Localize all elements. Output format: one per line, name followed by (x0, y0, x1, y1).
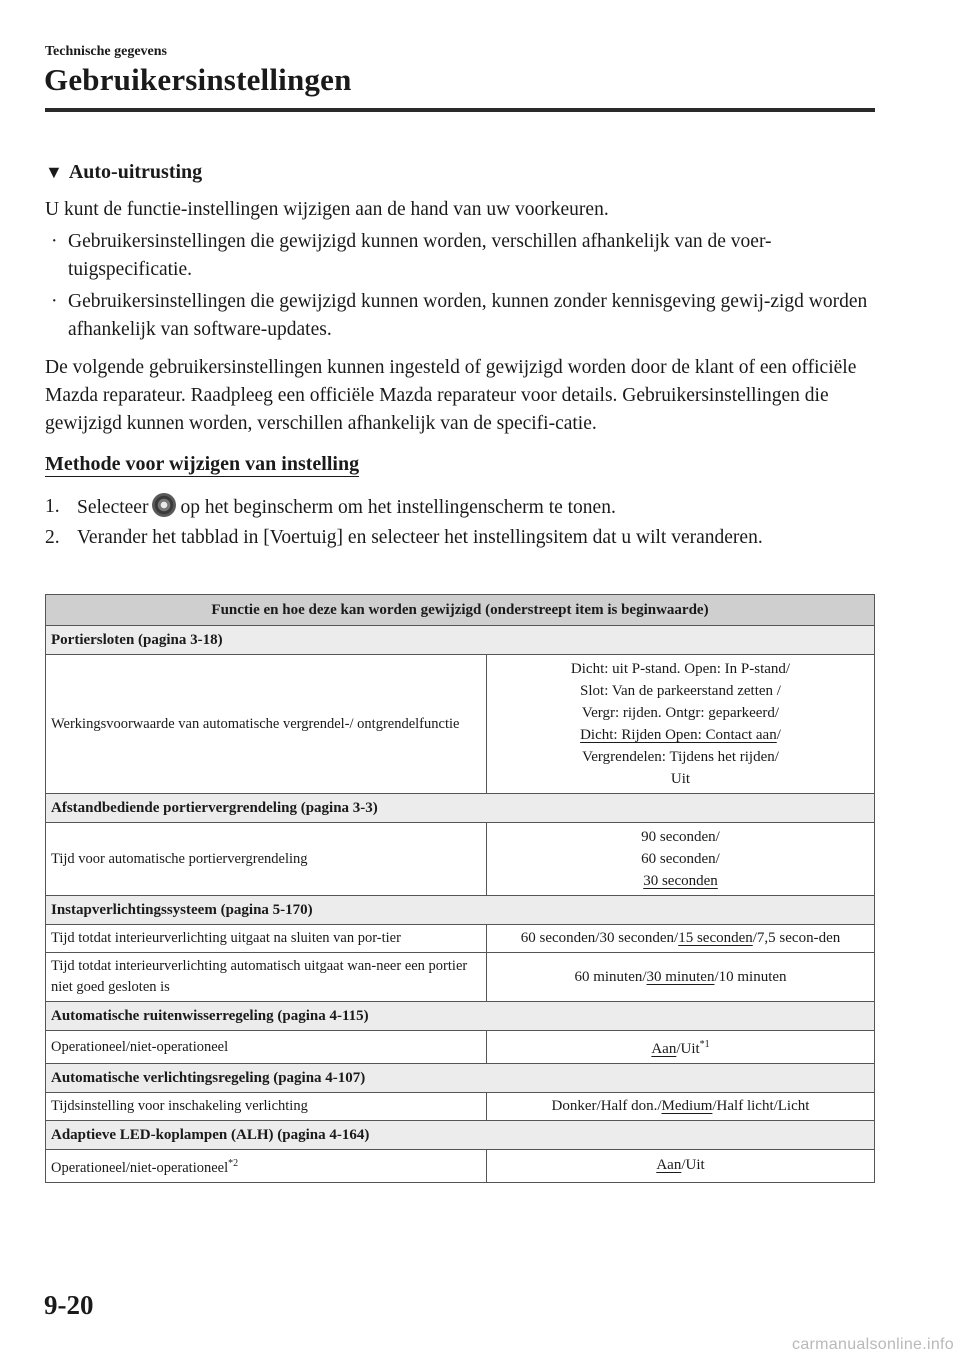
sub-heading-text: Auto-uitrusting (68, 161, 203, 183)
setting-values (487, 823, 875, 896)
setting-values (487, 925, 875, 953)
step-list (45, 493, 875, 552)
default-value: Aan (651, 1041, 677, 1057)
default-value: Medium (661, 1098, 713, 1114)
main-content (45, 158, 875, 554)
bullet-list (45, 228, 875, 344)
settings-table (45, 594, 875, 1183)
setting-value-part: 60 minuten/ (574, 968, 647, 985)
bullet-dot-icon: · (51, 231, 58, 252)
table-row (46, 1031, 875, 1064)
setting-values (487, 1150, 875, 1183)
default-value: 15 seconden (678, 930, 753, 946)
triangle-down-icon: ▼ (45, 162, 63, 182)
body-paragraph: De volgende gebruikersinstellingen kunnen ingesteld of gewijzigd worden door de klant of een officiële Mazda reparateur. Raadpleeg een officiële Mazda reparateur voor details. Gebruikersinstellingen die gewijzigd kunnen worden, verschillen afhankelijk van de specifi-catie. (45, 357, 857, 434)
page-number: 9-20 (44, 1290, 94, 1320)
table-row (46, 1093, 875, 1121)
section-label: Technische gegevens (45, 44, 167, 59)
table-row (46, 1150, 875, 1183)
setting-value-line: Slot: Van de parkeerstand zetten / (580, 683, 781, 699)
default-value: 30 seconden (643, 873, 718, 889)
footnote-marker: *2 (228, 1158, 239, 1169)
table-section-title: Automatische ruitenwisserregeling (pagina 4-115) (46, 1002, 875, 1031)
step-number: 2. (45, 527, 60, 548)
table-section-title: Adaptieve LED-koplampen (ALH) (pagina 4-164) (46, 1121, 875, 1150)
method-heading: Methode voor wijzigen van instelling (45, 453, 360, 475)
table-section-title: Automatische verlichtingsregeling (pagina 4-107) (46, 1064, 875, 1093)
setting-description: Tijd totdat interieurverlichting uitgaat na sluiten van por-tier (46, 925, 487, 953)
step-item (45, 524, 875, 552)
sub-heading (45, 158, 875, 186)
setting-value-line: Vergrendelen: Tijdens het rijden/ (582, 749, 779, 765)
table-row (46, 655, 875, 794)
setting-description: Tijd voor automatische portiervergrendeling (46, 823, 487, 896)
table-section-title: Instapverlichtingssysteem (pagina 5-170) (46, 896, 875, 925)
setting-value-line: Vergr: rijden. Ontgr: geparkeerd/ (581, 705, 780, 721)
bullet-text: Gebruikersinstellingen die gewijzigd kunnen worden, kunnen zonder kennisgeving gewij-zigd worden afhankelijk van software-updates. (68, 291, 868, 340)
setting-value-line: Dicht: uit P-stand. Open: In P-stand/ (570, 661, 791, 677)
setting-value-line: 60 seconden/ (641, 851, 720, 867)
step-text: Verander het tabblad in [Voertuig] en selecteer het instellingsitem dat u wilt veranderen. (77, 527, 763, 548)
intro-text: U kunt de functie-instellingen wijzigen aan de hand van uw voorkeuren. (45, 199, 609, 220)
table-row (46, 953, 875, 1002)
setting-values (487, 953, 875, 1002)
page-title: Gebruikersinstellingen (44, 62, 352, 97)
default-value: Aan (656, 1157, 682, 1174)
setting-values (487, 655, 875, 794)
default-value: Dicht: Rijden Open: Contact aan (580, 727, 777, 743)
setting-value-part: Donker/Half don./ (551, 1098, 662, 1114)
bullet-item (45, 288, 875, 344)
setting-value-part: / (776, 727, 781, 743)
bullet-dot-icon: · (51, 291, 58, 312)
table-section-title: Portiersloten (pagina 3-18) (46, 626, 875, 655)
setting-value-part: /7,5 secon-den (752, 930, 841, 946)
step-text-after: op het beginscherm om het instellingenscherm te tonen. (180, 497, 616, 518)
setting-value-line: Uit (670, 771, 691, 787)
step-number: 1. (45, 496, 60, 517)
setting-description (46, 1150, 487, 1183)
setting-description-text: Operationeel/niet-operationeel (51, 1159, 229, 1176)
setting-values (487, 1031, 875, 1064)
table-row (46, 823, 875, 896)
setting-description: Tijd totdat interieurverlichting automatisch uitgaat wan-neer een portier niet goed gesloten is (46, 953, 487, 1002)
setting-value-part: /Half licht/Licht (712, 1098, 810, 1114)
default-value: 30 minuten (646, 968, 715, 985)
step-text-before: Selecteer (77, 497, 149, 518)
footnote-marker: *1 (699, 1039, 710, 1050)
bullet-item (45, 228, 875, 284)
setting-value-line: 90 seconden/ (641, 829, 720, 845)
setting-value-part: /10 minuten (714, 968, 787, 985)
setting-description: Werkingsvoorwaarde van automatische vergrendel-/ ontgrendelfunctie (46, 655, 487, 794)
watermark: carmanualsonline.info (792, 1336, 954, 1353)
table-row (46, 925, 875, 953)
setting-value-part: 60 seconden/30 seconden/ (520, 930, 679, 946)
setting-values (487, 1093, 875, 1121)
table-section-title: Afstandbediende portiervergrendeling (pagina 3-3) (46, 794, 875, 823)
setting-description: Tijdsinstelling voor inschakeling verlichting (46, 1093, 487, 1121)
step-item (45, 493, 875, 522)
setting-value-part: /Uit (676, 1041, 700, 1057)
gear-icon (152, 493, 176, 517)
setting-description: Operationeel/niet-operationeel (46, 1031, 487, 1064)
table-header: Functie en hoe deze kan worden gewijzigd (onderstreept item is beginwaarde) (46, 595, 875, 626)
bullet-text: Gebruikersinstellingen die gewijzigd kunnen worden, verschillen afhankelijk van de voer-tuigspecificatie. (68, 231, 772, 280)
setting-value-part: /Uit (681, 1157, 705, 1174)
header-divider (45, 108, 875, 112)
